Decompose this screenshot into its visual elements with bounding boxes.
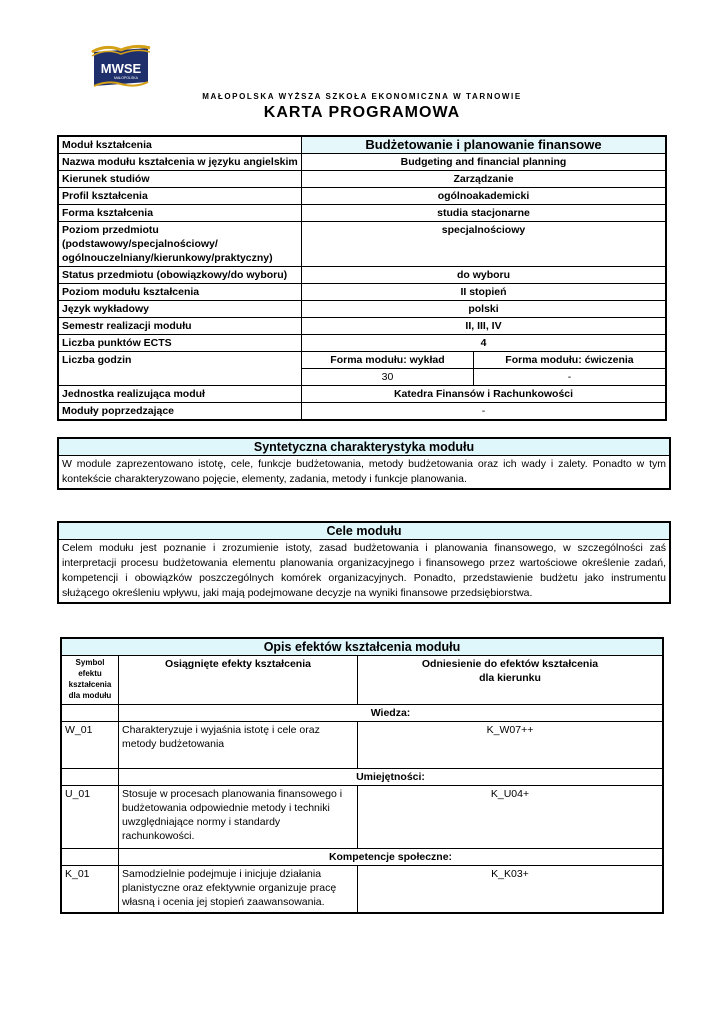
- row-label: Poziom przedmiotu (podstawowy/specjalnościowy/ ogólnouczelniany/kierunkowy/praktyczny): [58, 222, 302, 267]
- row-label: Moduły poprzedzające: [58, 403, 302, 421]
- table-row: [58, 386, 666, 403]
- exercise-header: Forma modułu: ćwiczenia: [473, 352, 666, 369]
- exercise-hours: -: [473, 369, 666, 386]
- row-label: Semestr realizacji modułu: [58, 318, 302, 335]
- table-row: [58, 267, 666, 284]
- section-title: Syntetyczna charakterystyka modułu: [59, 439, 669, 456]
- outcome-symbol: K_01: [61, 866, 119, 914]
- table-row: [58, 301, 666, 318]
- category-knowledge: Wiedza:: [119, 705, 664, 722]
- col-header-symbol: Symbol efektu kształcenia dla modułu: [61, 656, 119, 705]
- outcome-symbol: W_01: [61, 722, 119, 769]
- row-value: II, III, IV: [302, 318, 667, 335]
- row-label: Forma kształcenia: [58, 205, 302, 222]
- outcome-symbol: U_01: [61, 786, 119, 849]
- row-value: 4: [302, 335, 667, 352]
- outcome-ref: K_U04+: [358, 786, 664, 849]
- logo-subtext: MAŁOPOLSKA: [114, 76, 138, 80]
- table-row: [61, 705, 663, 722]
- lecture-hours: 30: [302, 369, 474, 386]
- outcome-effect: Charakteryzuje i wyjaśnia istotę i cele oraz metody budżetowania: [119, 722, 358, 769]
- row-value: polski: [302, 301, 667, 318]
- row-value: Budgeting and financial planning: [302, 154, 667, 171]
- section-title: Opis efektów kształcenia modułu: [61, 638, 663, 656]
- table-row: [61, 769, 663, 786]
- hours-label: Liczba godzin: [58, 352, 302, 386]
- row-label: Poziom modułu kształcenia: [58, 284, 302, 301]
- row-value: II stopień: [302, 284, 667, 301]
- outcome-ref: K_W07++: [358, 722, 664, 769]
- university-logo: [88, 44, 154, 90]
- module-name: Budżetowanie i planowanie finansowe: [302, 136, 667, 154]
- row-label: Profil kształcenia: [58, 188, 302, 205]
- table-row: [61, 786, 663, 849]
- row-value: do wyboru: [302, 267, 667, 284]
- row-value: -: [302, 403, 667, 421]
- table-row: [58, 403, 666, 421]
- row-value: Katedra Finansów i Rachunkowości: [302, 386, 667, 403]
- section-text: Celem modułu jest poznanie i zrozumienie istoty, zasad budżetowania i planowania finansowego, w szczególności zaś interpretacji procesu budżetowania elementu planowania organizacyjnego i finansowego przez wartościowe określenie zadań, kompetencji i obowiązków poszczególnych komórek organizacyjnych. Ponadto, przedstawienie budżetu jako instrumentu służącego określeniu wpływu, jaki mają podejmowane decyzje na wyniki finansowe przedsiębiorstwa.: [62, 542, 666, 599]
- row-label: Liczba punktów ECTS: [58, 335, 302, 352]
- lecture-header: Forma modułu: wykład: [302, 352, 474, 369]
- row-value: specjalnościowy: [302, 222, 667, 267]
- outcome-effect: Samodzielnie podejmuje i inicjuje działania planistyczne oraz efektywnie organizuje pracę własną i ocenia jej stopień zaawansowania.: [119, 866, 358, 914]
- table-row: [61, 866, 663, 914]
- section-title: Cele modułu: [59, 523, 669, 540]
- page-title: KARTA PROGRAMOWA: [263, 104, 461, 121]
- university-name: MAŁOPOLSKA WYŻSZA SZKOŁA EKONOMICZNA W TARNOWIE: [202, 92, 522, 101]
- row-label: Język wykładowy: [58, 301, 302, 318]
- table-row: [58, 188, 666, 205]
- module-info-table: [57, 135, 667, 421]
- row-value: studia stacjonarne: [302, 205, 667, 222]
- col-header-effects: Osiągnięte efekty kształcenia: [119, 656, 358, 705]
- table-row: [58, 222, 666, 267]
- outcome-ref: K_K03+: [358, 866, 664, 914]
- table-row: [61, 656, 663, 705]
- row-value: ogólnoakademicki: [302, 188, 667, 205]
- outcomes-table: [60, 637, 664, 914]
- row-label: Status przedmiotu (obowiązkowy/do wyboru): [58, 267, 302, 284]
- logo-text: MWSE: [100, 61, 142, 76]
- synthetic-section: [57, 437, 671, 490]
- section-text: W module zaprezentowano istotę, cele, funkcje budżetowania, metody budżetowania oraz ich wady i zalety. Ponadto w tym kontekście charakteryzowano pojęcie, elementy, zadania, metody i funkcje planowania.: [62, 458, 666, 485]
- category-competence: Kompetencje społeczne:: [119, 849, 664, 866]
- table-row: [58, 335, 666, 352]
- table-row: [58, 154, 666, 171]
- goals-section: [57, 521, 671, 604]
- row-label: Nazwa modułu kształcenia w języku angielskim: [58, 154, 302, 171]
- table-row: [58, 171, 666, 188]
- table-row: [58, 352, 666, 369]
- table-row: [58, 205, 666, 222]
- col-header-reference: Odniesienie do efektów kształcenia dla kierunku: [358, 656, 664, 705]
- table-row: [61, 638, 663, 656]
- category-skills: Umiejętności:: [119, 769, 664, 786]
- table-row: [58, 136, 666, 154]
- table-row: [58, 318, 666, 335]
- row-label: Moduł kształcenia: [58, 136, 302, 154]
- table-row: [58, 284, 666, 301]
- row-label: Jednostka realizująca moduł: [58, 386, 302, 403]
- row-label: Kierunek studiów: [58, 171, 302, 188]
- row-value: Zarządzanie: [302, 171, 667, 188]
- table-row: [61, 722, 663, 769]
- table-row: [61, 849, 663, 866]
- outcome-effect: Stosuje w procesach planowania finansowego i budżetowania odpowiednie metody i techniki uwzględniające normy i standardy rachunkowości.: [119, 786, 358, 849]
